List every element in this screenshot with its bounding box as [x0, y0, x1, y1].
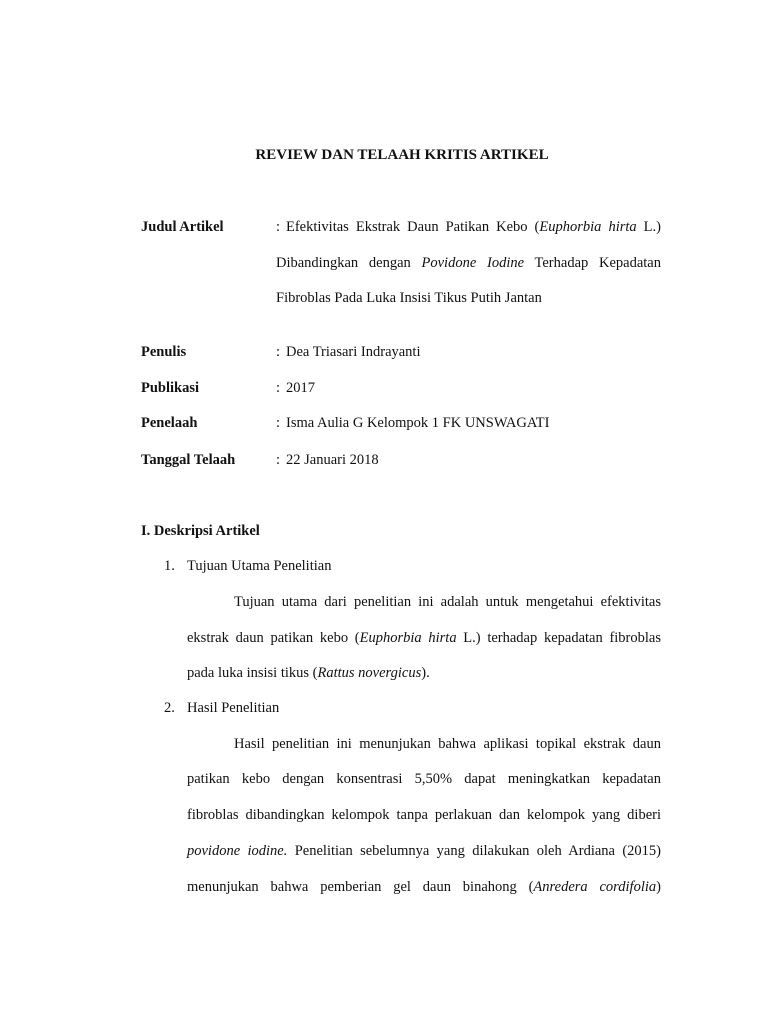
- tanggal-value: 22 Januari 2018: [286, 452, 379, 468]
- publikasi-value: 2017: [286, 380, 315, 396]
- item-1-number: 1.: [164, 558, 175, 574]
- judul-colon: :: [276, 219, 281, 235]
- judul-line-1: Efektivitas Ekstrak Daun Patikan Kebo (Euphorbia hirta L.): [286, 219, 661, 235]
- item-2-line-3: fibroblas dibandingkan kelompok tanpa perlakuan dan kelompok yang diberi: [187, 807, 661, 823]
- tanggal-colon: :: [276, 452, 281, 468]
- penelaah-colon: :: [276, 415, 281, 431]
- item-2-line-5: menunjukan bahwa pemberian gel daun binahong (Anredera cordifolia): [187, 879, 661, 895]
- penelaah-value: Isma Aulia G Kelompok 1 FK UNSWAGATI: [286, 415, 550, 431]
- section-heading: I. Deskripsi Artikel: [141, 523, 260, 539]
- item-2-number: 2.: [164, 700, 175, 716]
- judul-line-3: Fibroblas Pada Luka Insisi Tikus Putih Jantan: [276, 290, 542, 306]
- tanggal-label: Tanggal Telaah: [141, 452, 236, 468]
- penulis-label: Penulis: [141, 344, 187, 360]
- item-1-line-3: pada luka insisi tikus (Rattus novergicus).: [187, 665, 430, 681]
- judul-line-2: Dibandingkan dengan Povidone Iodine Terhadap Kepadatan: [276, 255, 661, 271]
- penulis-value: Dea Triasari Indrayanti: [286, 344, 421, 360]
- item-2-line-1: Hasil penelitian ini menunjukan bahwa aplikasi topikal ekstrak daun: [234, 736, 661, 752]
- item-2-line-2: patikan kebo dengan konsentrasi 5,50% dapat meningkatkan kepadatan: [187, 771, 661, 787]
- item-2-title: Hasil Penelitian: [187, 700, 280, 716]
- item-1-title: Tujuan Utama Penelitian: [187, 558, 332, 574]
- judul-label: Judul Artikel: [141, 219, 224, 235]
- publikasi-label: Publikasi: [141, 380, 200, 396]
- publikasi-colon: :: [276, 380, 281, 396]
- penulis-colon: :: [276, 344, 281, 360]
- penelaah-label: Penelaah: [141, 415, 198, 431]
- item-2-line-4: povidone iodine. Penelitian sebelumnya yang dilakukan oleh Ardiana (2015): [187, 843, 661, 859]
- item-1-line-1: Tujuan utama dari penelitian ini adalah untuk mengetahui efektivitas: [234, 594, 661, 610]
- page-title: REVIEW DAN TELAAH KRITIS ARTIKEL: [255, 147, 549, 163]
- item-1-line-2: ekstrak daun patikan kebo (Euphorbia hirta L.) terhadap kepadatan fibroblas: [187, 630, 661, 646]
